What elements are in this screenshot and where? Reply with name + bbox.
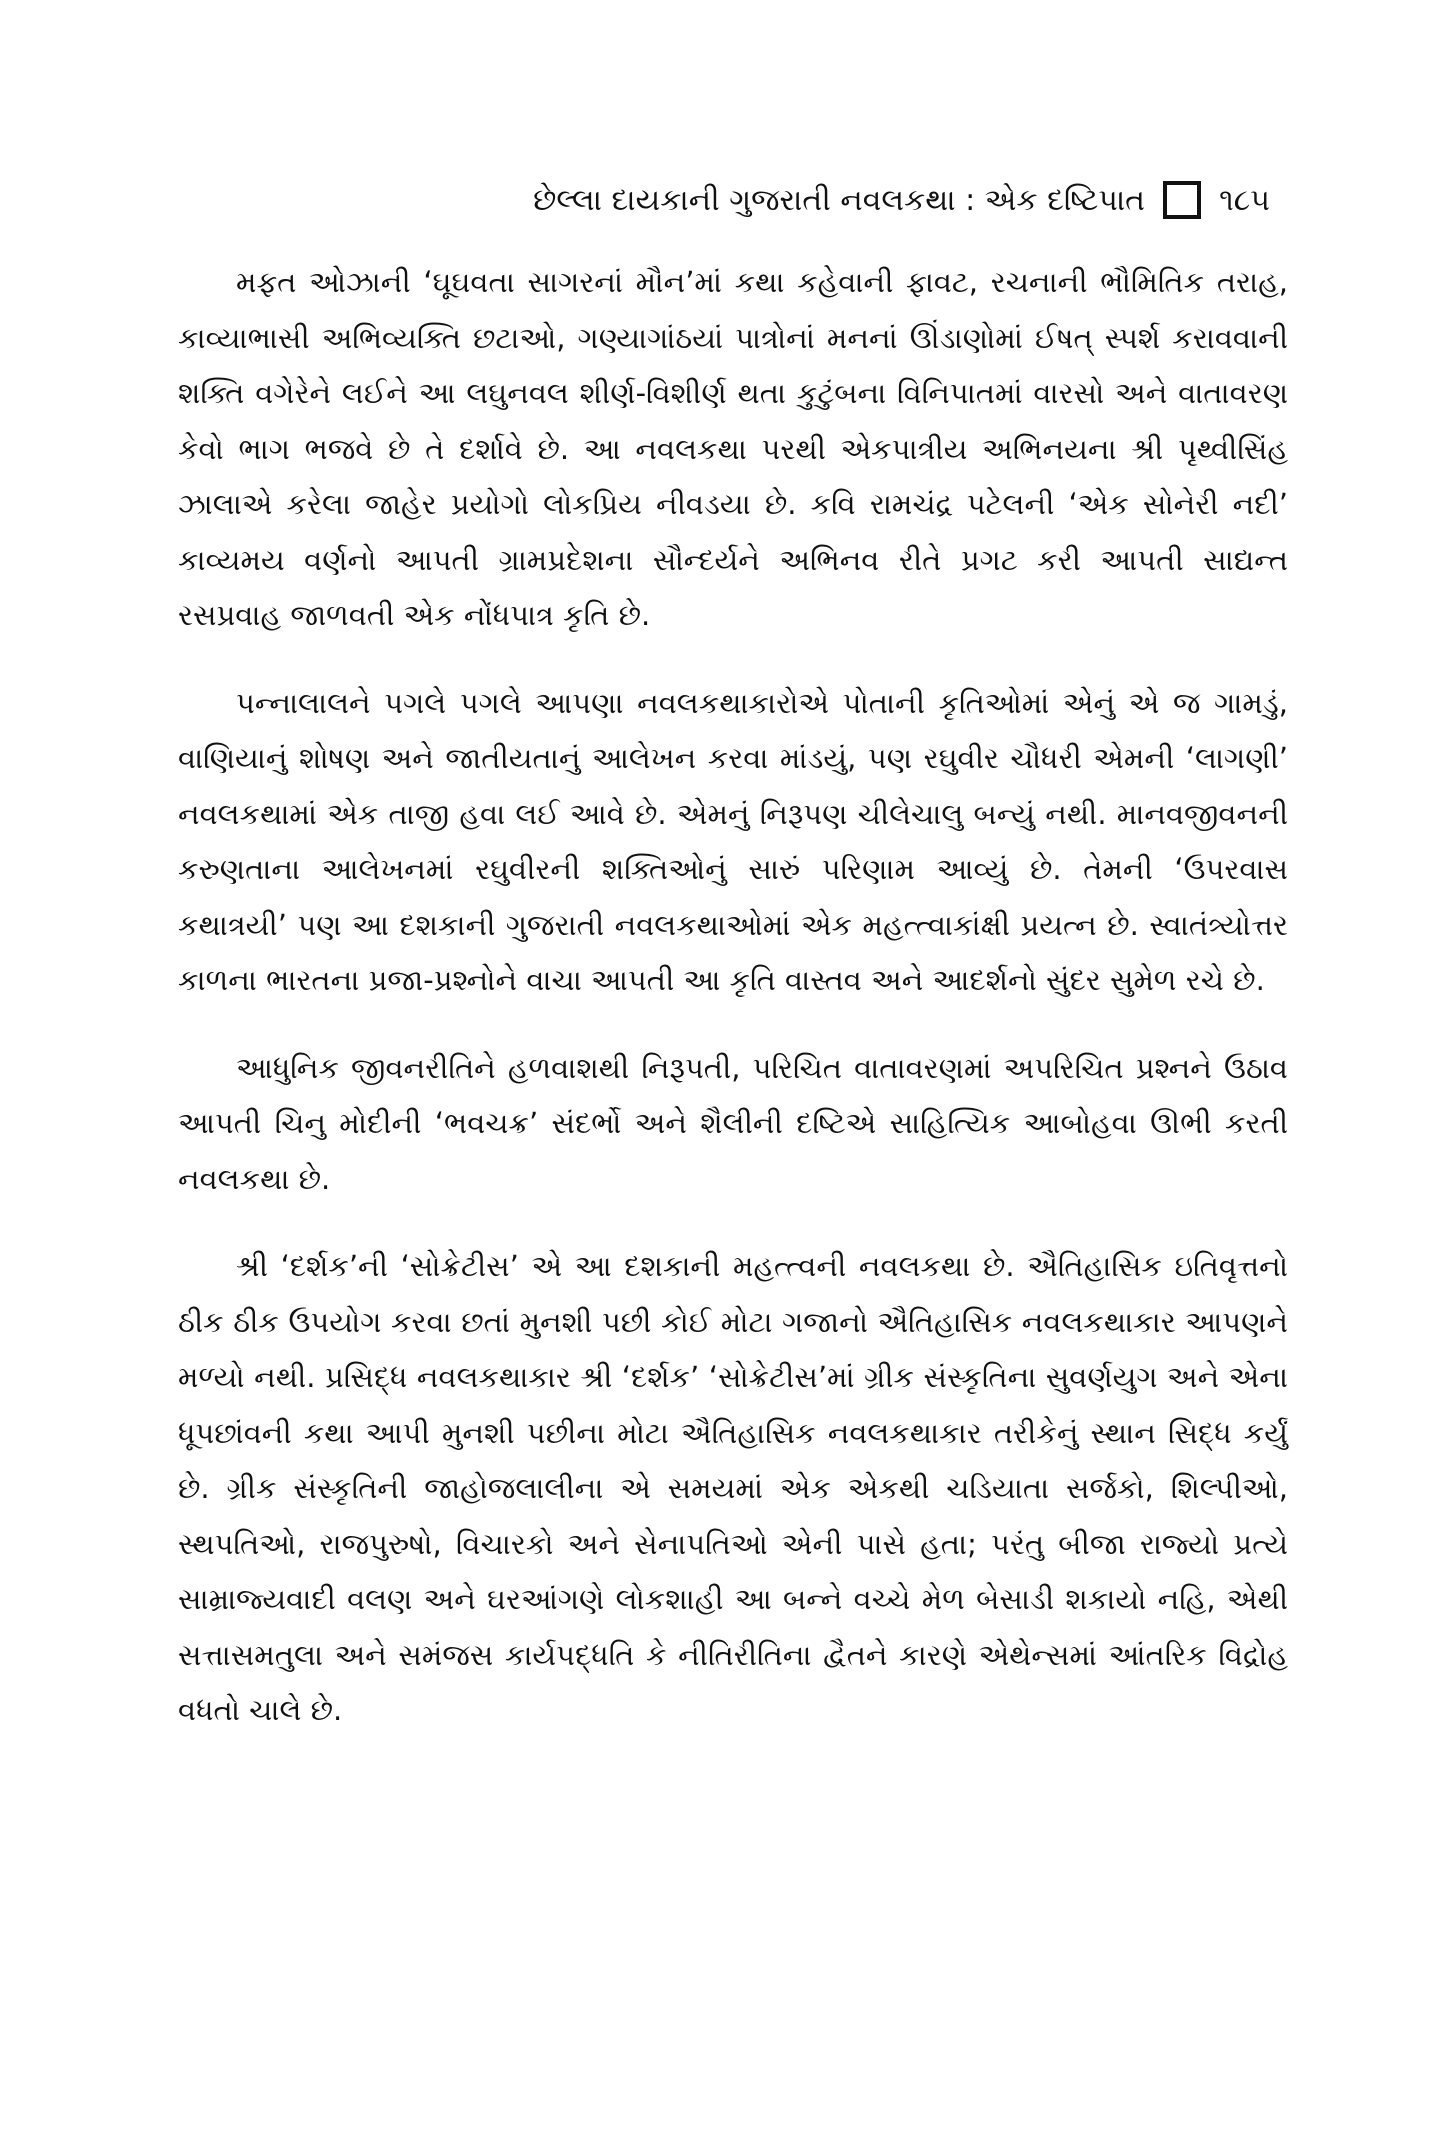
paragraph-3: આધુનિક જીવનરીતિને હળવાશથી નિરૂપતી, પરિચિત વાતાવરણમાં અપરિચિત પ્રશ્નને ઉઠાવ આપતી ચિનુ મોદીની ‘ભવચક્ર’ સંદર્ભો અને શૈલીની દષ્ટિએ સાહિત્યિક આબોહવા ઊભી કરતી નવલકથા છે. bbox=[178, 1050, 1288, 1196]
page-number: ૧૮૫ bbox=[1219, 182, 1270, 218]
running-title: છેલ્લા દાયકાની ગુજરાતી નવલકથા : એક દષ્ટિપાત bbox=[533, 182, 1146, 218]
body-text bbox=[178, 255, 1288, 1771]
paragraph-2: પન્નાલાલને પગલે પગલે આપણા નવલકથાકારોએ પોતાની કૃતિઓમાં એનું એ જ ગામડું, વાણિયાનું શોષણ અને જાતીયતાનું આલેખન કરવા માંડયું, પણ રઘુવીર ચૌધરી એમની ‘લાગણી’ નવલકથામાં એક તાજી હવા લઈ આવે છે. એમનું નિરૂપણ ચીલેચાલુ બન્યું નથી. માનવજીવનની કરુણતાના આલેખનમાં રઘુવીરની શક્તિઓનું સારું પરિણામ આવ્યું છે. તેમની ‘ઉપરવાસ કથાત્રયી’ પણ આ દશકાની ગુજરાતી નવલકથાઓમાં એક મહત્ત્વાકાંક્ષી પ્રયત્ન છે. સ્વાતંત્ર્યોત્તર કાળના ભારતના પ્રજા-પ્રશ્નોને વાચા આપતી આ કૃતિ વાસ્તવ અને આદર્શનો સુંદર સુમેળ રચે છે. bbox=[178, 685, 1288, 997]
running-header bbox=[340, 170, 1270, 230]
box-ornament-icon bbox=[1163, 181, 1201, 219]
paragraph-4: શ્રી ‘દર્શક’ની ‘સોક્રેટીસ’ એ આ દશકાની મહત્ત્વની નવલકથા છે. ઐતિહાસિક ઇતિવૃત્તનો ઠીક ઠીક ઉપયોગ કરવા છતાં મુનશી પછી કોઈ મોટા ગજાનો ઐતિહાસિક નવલકથાકાર આપણને મળ્યો નથી. પ્રસિદ્ધ નવલકથાકાર શ્રી ‘દર્શક’ ‘સોક્રેટીસ’માં ગ્રીક સંસ્કૃતિના સુવર્ણયુગ અને એના ધૂપછાંવની કથા આપી મુનશી પછીના મોટા ઐતિહાસિક નવલકથાકાર તરીકેનું સ્થાન સિદ્ધ કર્યું છે. ગ્રીક સંસ્કૃતિની જાહોજલાલીના એ સમયમાં એક એકથી ચડિયાતા સર્જકો, શિલ્પીઓ, સ્થપતિઓ, રાજપુરુષો, વિચારકો અને સેનાપતિઓ એની પાસે હતા; પરંતુ બીજા રાજ્યો પ્રત્યે સામ્રાજ્યવાદી વલણ અને ઘરઆંગણે લોકશાહી આ બન્ને વચ્ચે મેળ બેસાડી શકાયો નહિ, એથી સત્તાસમતુલા અને સમંજસ કાર્યપદ્ધતિ કે નીતિરીતિના દ્વૈતને કારણે એથેન્સમાં આંતરિક વિદ્રોહ વધતો ચાલે છે. bbox=[178, 1249, 1288, 1727]
paragraph-1: મફત ઓઝાની ‘ઘૂઘવતા સાગરનાં મૌન’માં કથા કહેવાની ફાવટ, રચનાની ભૌમિતિક તરાહ, કાવ્યાભાસી અભિવ્યક્તિ છટાઓ, ગણ્યાગાંઠયાં પાત્રોનાં મનનાં ઊંડાણોમાં ઈષત્ સ્પર્શ કરાવવાની શક્તિ વગેરેને લઈને આ લઘુનવલ શીર્ણ-વિશીર્ણ થતા કુટુંબના વિનિપાતમાં વારસો અને વાતાવરણ કેવો ભાગ ભજવે છે તે દર્શાવે છે. આ નવલકથા પરથી એકપાત્રીય અભિનયના શ્રી પૃથ્વીસિંહ ઝાલાએ કરેલા જાહેર પ્રયોગો લોકપ્રિય નીવડયા છે. કવિ રામચંદ્ર પટેલની ‘એક સોનેરી નદી’ કાવ્યમય વર્ણનો આપતી ગ્રામપ્રદેશના સૌન્દર્યને અભિનવ રીતે પ્રગટ કરી આપતી સાદ્યન્ત રસપ્રવાહ જાળવતી એક નોંધપાત્ર કૃતિ છે. bbox=[178, 265, 1288, 632]
